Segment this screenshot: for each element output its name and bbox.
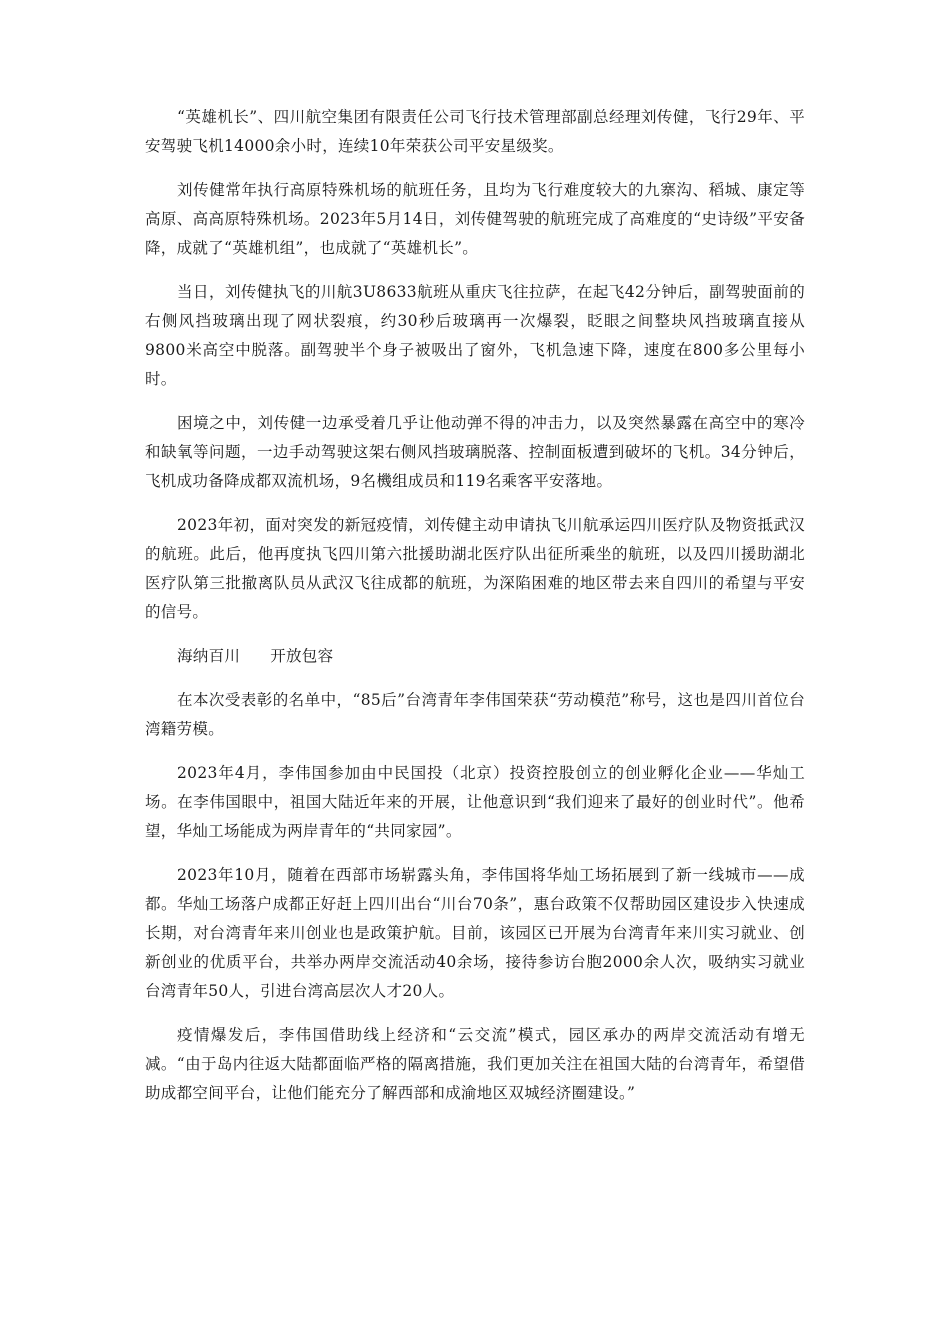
section-heading bbox=[145, 642, 805, 671]
article-body bbox=[145, 103, 805, 1123]
paragraph: 2023年10月，随着在西部市场崭露头角，李伟国将华灿工场拓展到了新一线城市——成都。华灿工场落户成都正好赶上四川出台“川台70条”，惠台政策不仅帮助园区建设步入快速成长期，对台湾青年来川创业也是政策护航。目前，该园区已开展为台湾青年来川实习就业、创新创业的优质平台，共举办两岸交流活动40余场，接待参访台胞2000余人次，吸纳实习就业台湾青年50人，引进台湾高层次人才20人。 bbox=[145, 866, 805, 1000]
section-heading-part1: 海纳百川 bbox=[177, 647, 241, 665]
paragraph: 在本次受表彰的名单中，“85后”台湾青年李伟国荣获“劳动模范”称号，这也是四川首位台湾籍劳模。 bbox=[145, 691, 805, 738]
paragraph: 2023年4月，李伟国参加由中民国投（北京）投资控股创立的创业孵化企业——华灿工场。在李伟国眼中，祖国大陆近年来的开展，让他意识到“我们迎来了最好的创业时代”。他希望，华灿工场能成为两岸青年的“共同家园”。 bbox=[145, 764, 805, 840]
paragraph: 2023年初，面对突发的新冠疫情，刘传健主动申请执飞川航承运四川医疗队及物资抵武汉的航班。此后，他再度执飞四川第六批援助湖北医疗队出征所乘坐的航班，以及四川援助湖北医疗队第三批撤离队员从武汉飞往成都的航班，为深陷困难的地区带去来自四川的希望与平安的信号。 bbox=[145, 516, 805, 621]
paragraph: 困境之中，刘传健一边承受着几乎让他动弹不得的冲击力，以及突然暴露在高空中的寒冷和缺氧等问题，一边手动驾驶这架右侧风挡玻璃脱落、控制面板遭到破坏的飞机。34分钟后，飞机成功备降成都双流机场，9名機组成员和119名乘客平安落地。 bbox=[145, 414, 805, 490]
paragraph: 疫情爆发后，李伟国借助线上经济和“云交流”模式，园区承办的两岸交流活动有增无减。“由于岛内往返大陆都面临严格的隔离措施，我们更加关注在祖国大陆的台湾青年，希望借助成都空间平台，让他们能充分了解西部和成渝地区双城经济圈建设。” bbox=[145, 1026, 805, 1102]
paragraph: 当日，刘传健执飞的川航3U8633航班从重庆飞往拉萨，在起飞42分钟后，副驾驶面前的右侧风挡玻璃出现了网状裂痕，约30秒后玻璃再一次爆裂，眨眼之间整块风挡玻璃直接从9800米高空中脱落。副驾驶半个身子被吸出了窗外，飞机急速下降，速度在800多公里每小时。 bbox=[145, 283, 805, 388]
paragraph: “英雄机长”、四川航空集团有限责任公司飞行技术管理部副总经理刘传健，飞行29年、平安驾驶飞机14000余小时，连续10年荣获公司平安星级奖。 bbox=[145, 108, 805, 155]
section-heading-part2: 开放包容 bbox=[270, 647, 334, 665]
paragraph: 刘传健常年执行高原特殊机场的航班任务，且均为飞行难度较大的九寨沟、稻城、康定等高原、高高原特殊机场。2023年5月14日，刘传健驾驶的航班完成了高难度的“史诗级”平安备降，成就了“英雄机组”，也成就了“英雄机长”。 bbox=[145, 181, 805, 257]
